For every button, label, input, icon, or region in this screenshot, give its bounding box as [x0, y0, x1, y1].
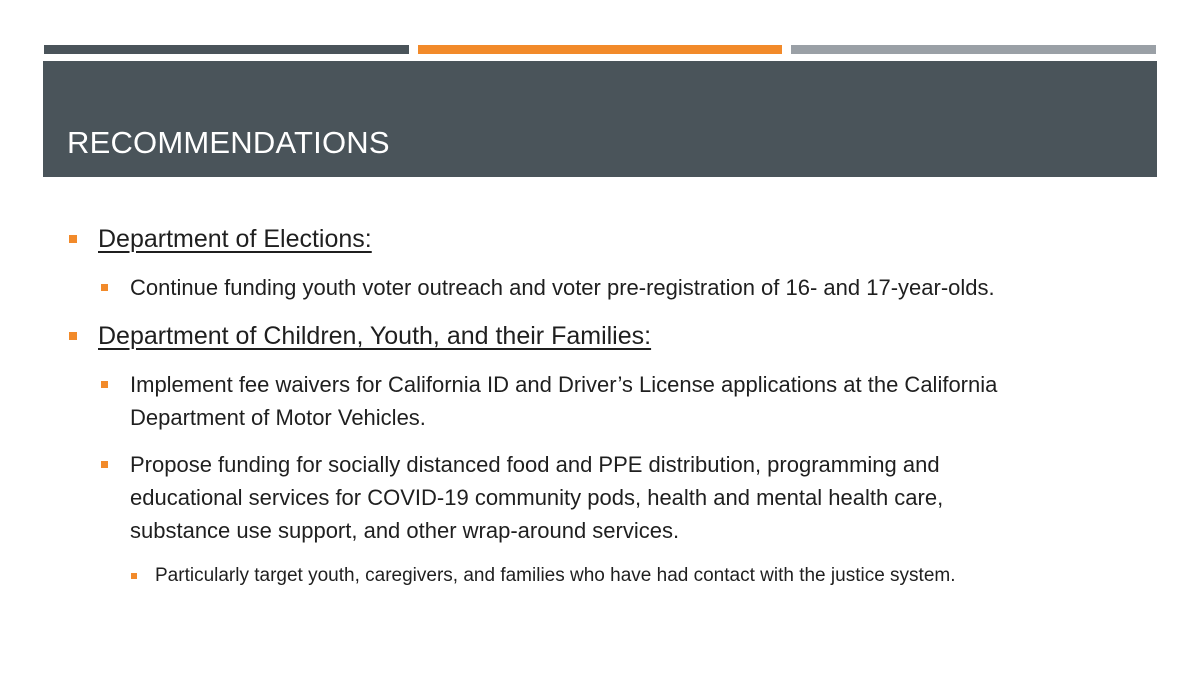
text-line: Propose funding for socially distanced food and PPE distribution, programming and: [130, 452, 940, 477]
square-bullet-icon: [69, 235, 77, 243]
square-bullet-icon: [131, 573, 137, 579]
square-bullet-icon: [101, 461, 108, 468]
section-heading-text: Department of Children, Youth, and their Families:: [98, 322, 652, 350]
list-item: [101, 448, 943, 547]
list-item: [101, 368, 997, 434]
list-item-text: [130, 271, 995, 304]
square-bullet-icon: [101, 381, 108, 388]
section-heading-text: Department of Elections:: [98, 225, 372, 253]
list-subitem-text: [155, 563, 956, 589]
slide-title: RECOMMENDATIONS: [67, 125, 390, 160]
text-line: substance use support, and other wrap-around services.: [130, 518, 680, 543]
text-line: Particularly target youth, caregivers, and families who have had contact with the justice system.: [155, 565, 956, 586]
list-item-text: [130, 448, 943, 547]
text-line: Continue funding youth voter outreach and voter pre-registration of 16- and 17-year-olds.: [130, 275, 995, 300]
square-bullet-icon: [101, 284, 108, 291]
section-heading-children-youth-families: [69, 320, 651, 352]
text-line: Implement fee waivers for California ID and Driver’s License applications at the California: [130, 372, 998, 397]
list-item-text: [130, 368, 997, 434]
list-item: [101, 271, 995, 304]
list-subitem: [131, 563, 956, 589]
text-line: educational services for COVID-19 community pods, health and mental health care,: [130, 485, 944, 510]
square-bullet-icon: [69, 332, 77, 340]
section-heading-elections: [69, 223, 372, 255]
text-line: Department of Motor Vehicles.: [130, 405, 426, 430]
